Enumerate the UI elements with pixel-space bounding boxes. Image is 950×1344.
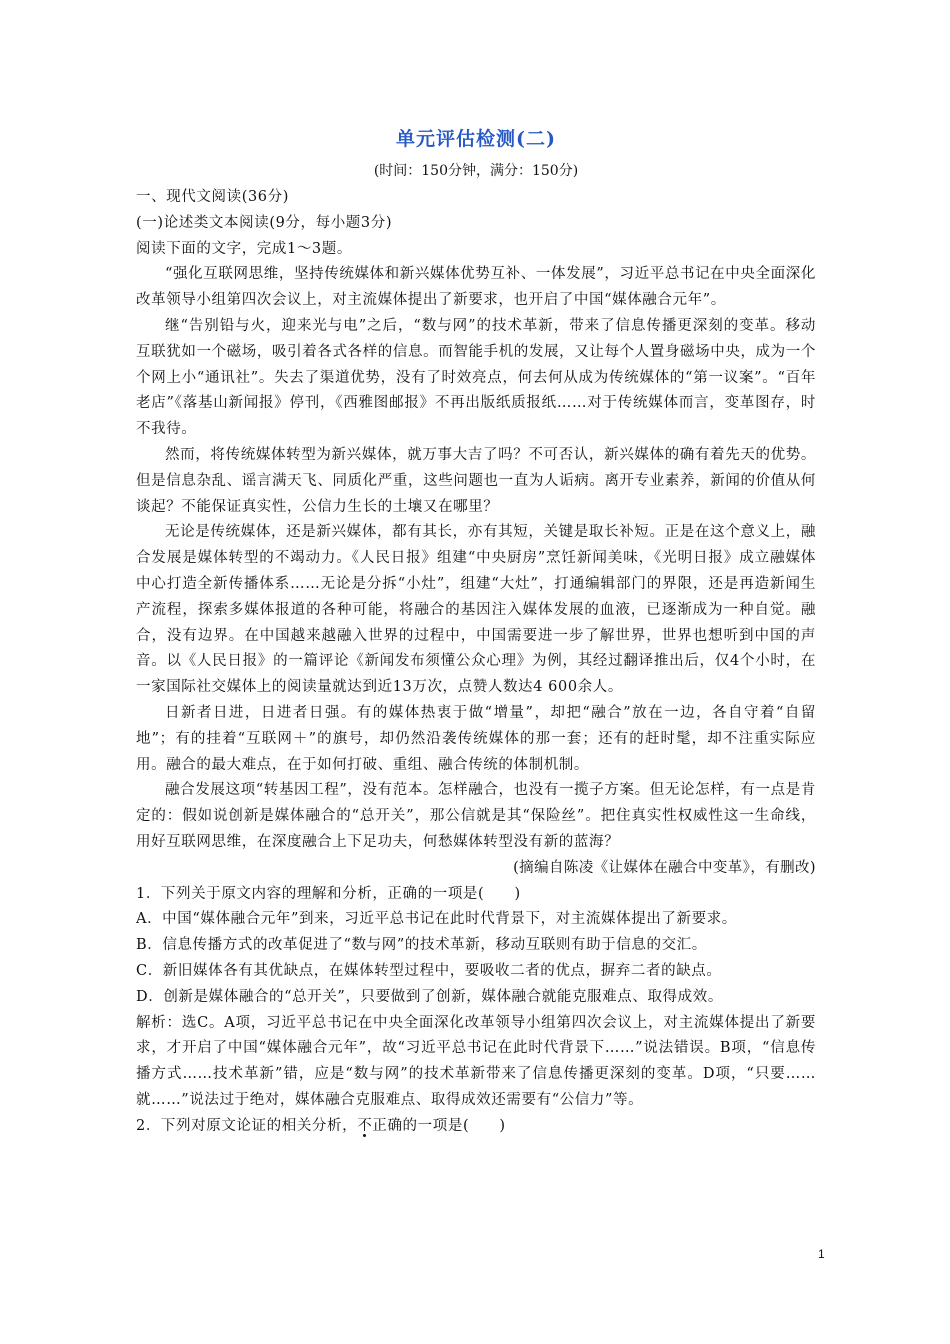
question-1-option-b: B．信息传播方式的改革促进了“数与网”的技术革新，移动互联则有助于信息的交汇。 bbox=[136, 937, 707, 954]
reading-instruction: 阅读下面的文字，完成1～3题。 bbox=[136, 240, 352, 257]
question-1-analysis: 解析：选C。A项，习近平总书记在中央全面深化改革领导小组第四次会议上，对主流媒体提出了新要求，才开启了中国“媒体融合元年”，故“习近平总书记在此时代背景下……”说法错误。B项，“信息传播方式……技术革新”错，应是“数与网”的技术革新带来了信息传播更深刻的变革。D项，“只要……就……”说法过于绝对，媒体融合克服难点、取得成效还需要有“公信力”等。 bbox=[136, 1014, 816, 1108]
question-1-stem: 1．下列关于原文内容的理解和分析，正确的一项是( ) bbox=[136, 885, 521, 902]
question-1-option-a: A．中国“媒体融合元年”到来，习近平总书记在此时代背景下，对主流媒体提出了新要求。 bbox=[136, 911, 737, 928]
article-paragraph-4: 无论是传统媒体，还是新兴媒体，都有其长，亦有其短，关键是取长补短。正是在这个意义上，融合发展是媒体转型的不竭动力。《人民日报》组建“中央厨房”烹饪新闻美味，《光明日报》成立融媒体中心打造全新传播体系……无论是分拆“小灶”，组建“大灶”，打通编辑部门的界限，还是再造新闻生产流程，探索多媒体报道的各种可能，将融合的基因注入媒体发展的血液，已逐渐成为一种自觉。融合，没有边界。在中国越来越融入世界的过程中，中国需要进一步了解世界，世界也想听到中国的声音。以《人民日报》的一篇评论《新闻发布须懂公众心理》为例，其经过翻译推出后，仅4个小时，在一家国际社交媒体上的阅读量就达到近13万次，点赞人数达4 600余人。 bbox=[136, 524, 816, 696]
subsection-heading: (一)论述类文本阅读(9分，每小题3分) bbox=[136, 214, 393, 231]
page-content bbox=[136, 126, 816, 1139]
question-2-emphasis: 不 bbox=[357, 1117, 373, 1134]
page-number: 1 bbox=[818, 1247, 825, 1261]
question-2-suffix: 正确的一项是( ) bbox=[372, 1117, 506, 1134]
article-paragraph-6: 融合发展这项“转基因工程”，没有范本。怎样融合，也没有一揽子方案。但无论怎样，有一点是肯定的：假如说创新是媒体融合的“总开关”，那公信就是其“保险丝”。把住真实性权威性这一生命线，用好互联网思维，在深度融合上下足功夫，何愁媒体转型没有新的蓝海？ bbox=[136, 782, 816, 850]
article-source: (摘编自陈凌《让媒体在融合中变革》，有删改) bbox=[513, 859, 816, 876]
exam-time-score: (时间：150分钟，满分：150分) bbox=[373, 163, 579, 179]
article-paragraph-2: 继“告别铅与火，迎来光与电”之后，“数与网”的技术革新，带来了信息传播更深刻的变革。移动互联犹如一个磁场，吸引着各式各样的信息。而智能手机的发展，又让每个人置身磁场中央，成为一个个网上小“通讯社”。失去了渠道优势，没有了时效亮点，何去何从成为传统媒体的“第一议案”。“百年老店”《落基山新闻报》停刊，《西雅图邮报》不再出版纸质报纸……对于传统媒体而言，变革图存，时不我待。 bbox=[136, 317, 816, 438]
question-2-stem bbox=[136, 1114, 816, 1140]
section-heading: 一、现代文阅读(36分) bbox=[136, 189, 289, 205]
article-paragraph-5: 日新者日进，日进者日强。有的媒体热衷于做“增量”，却把“融合”放在一边，各自守着“自留地”；有的挂着“互联网＋”的旗号，却仍然沿袭传统媒体的那一套；还有的赶时髦，却不注重实际应用。融合的最大难点，在于如何打破、重组、融合传统的体制机制。 bbox=[136, 704, 816, 773]
page-title: 单元评估检测(二) bbox=[396, 128, 556, 150]
question-1-option-d: D．创新是媒体融合的“总开关”，只要做到了创新，媒体融合就能克服难点、取得成效。 bbox=[136, 988, 723, 1005]
article-paragraph-3: 然而，将传统媒体转型为新兴媒体，就万事大吉了吗？不可否认，新兴媒体的确有着先天的优势。但是信息杂乱、谣言满天飞、同质化严重，这些问题也一直为人诟病。离开专业素养，新闻的价值从何谈起？不能保证真实性，公信力生长的土壤又在哪里？ bbox=[136, 446, 816, 515]
question-1-option-c: C．新旧媒体各有其优缺点，在媒体转型过程中，要吸收二者的优点，摒弃二者的缺点。 bbox=[136, 962, 722, 979]
question-2-prefix: 2．下列对原文论证的相关分析， bbox=[136, 1117, 358, 1134]
article-paragraph-1: “强化互联网思维，坚持传统媒体和新兴媒体优势互补、一体发展”，习近平总书记在中央全面深化改革领导小组第四次会议上，对主流媒体提出了新要求，也开启了中国“媒体融合元年”。 bbox=[136, 266, 816, 309]
